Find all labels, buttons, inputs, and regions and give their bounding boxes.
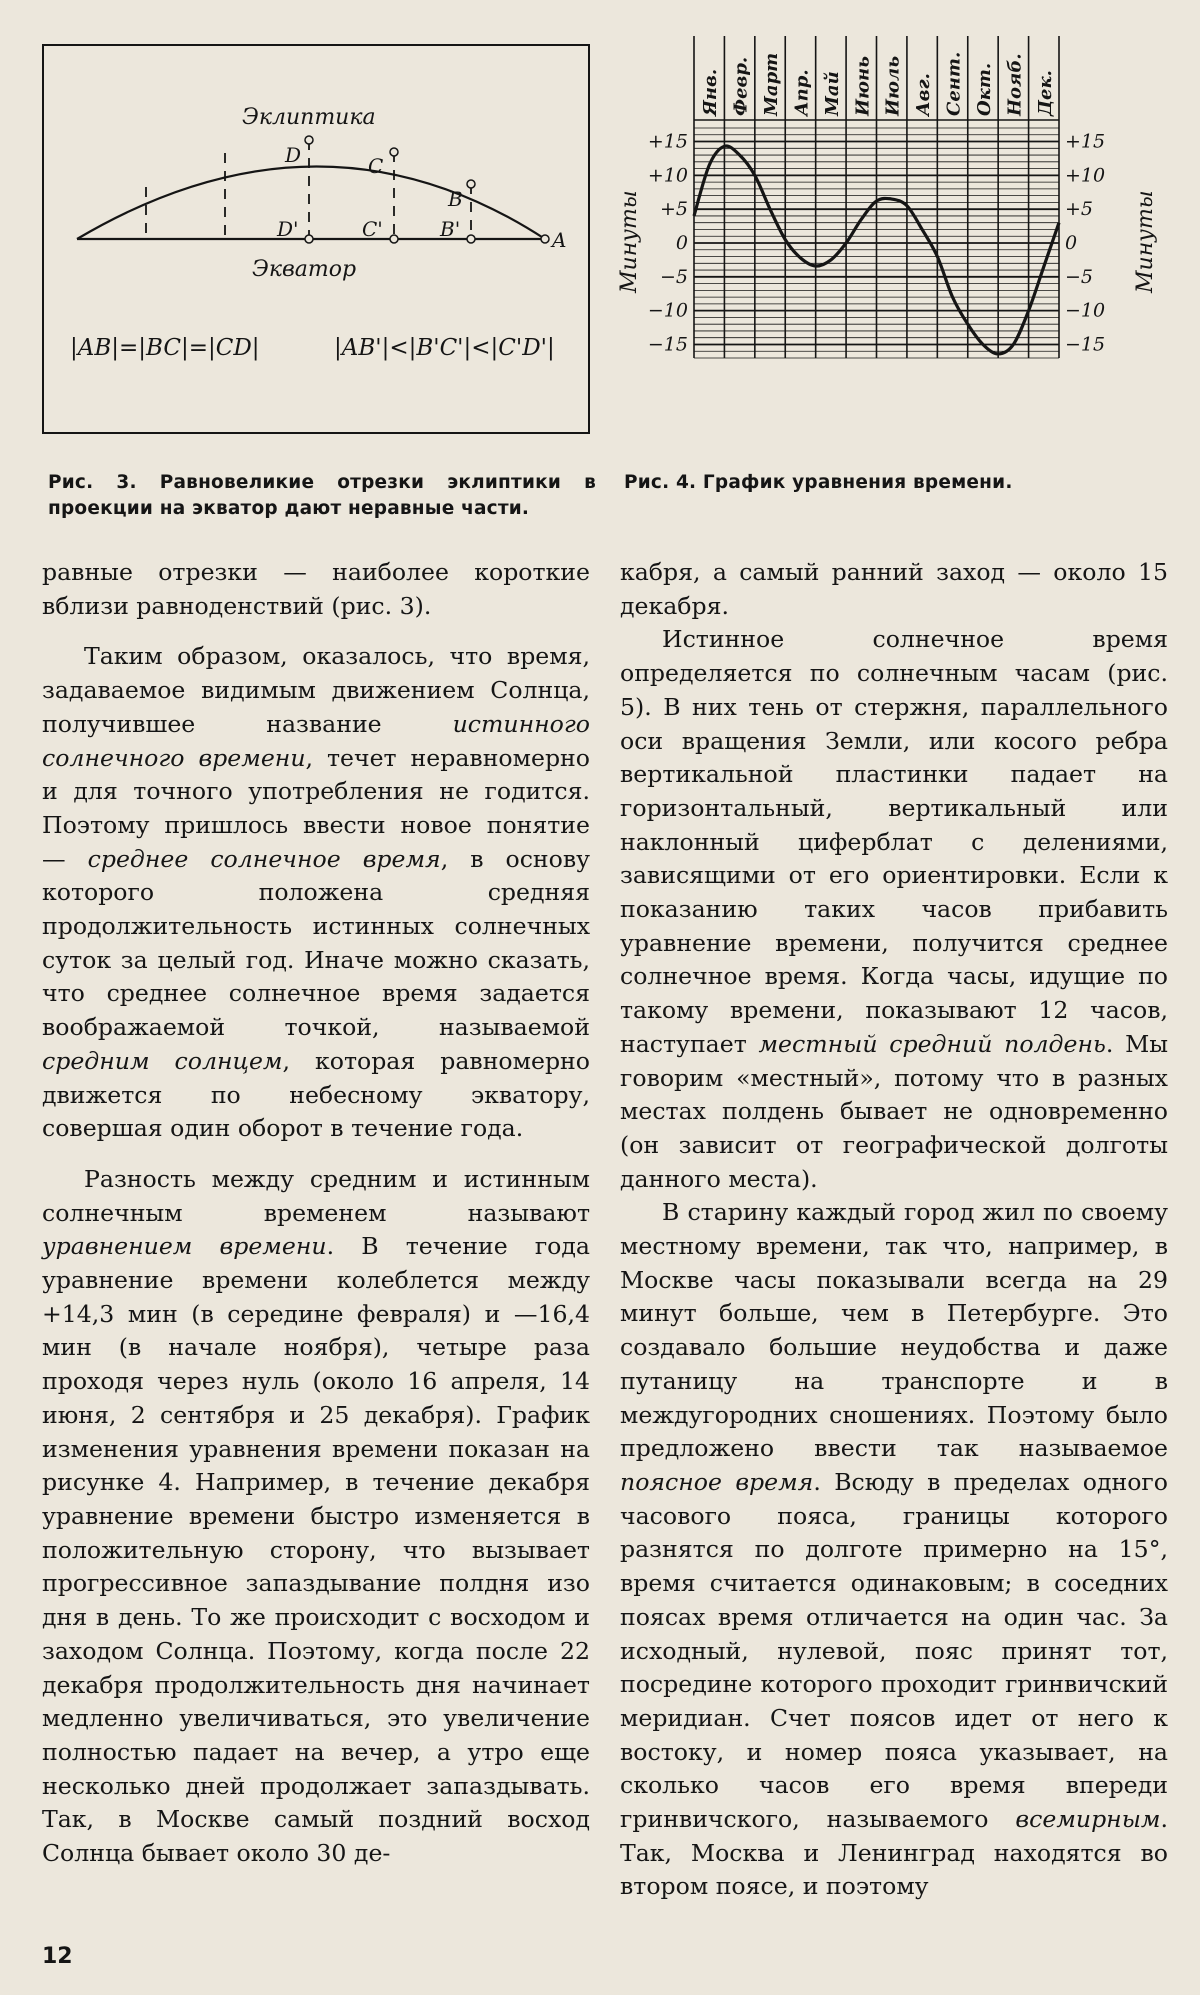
month-label: Дек. bbox=[1034, 70, 1056, 116]
y-tick-label-right: −15 bbox=[1065, 333, 1106, 356]
paragraph: равные отрезки — наиболее короткие вблизи равноденствий (рис. 3). bbox=[42, 558, 590, 620]
label-a: A bbox=[552, 228, 567, 252]
paragraph: Истинное солнечное время определяется по солнечным часам (рис. 5). В них тень от стержня, параллельного оси вращения Земли, или косого ребра вертикальной пластинки падает на горизонтальный, вертикальный или наклонный циферблат с делениями, зависящими от его ориентировки. Если к показанию таких часов прибавить уравнение времени, получится среднее солнечное время. Когда часы, идущие по такому времени, показывают 12 часов, наступает местный средний полдень. Мы говорим «местный», потому что в разных местах полдень бывает не одновременно (он зависит от географической долготы данного места). bbox=[620, 625, 1169, 1193]
month-label: Сент. bbox=[943, 51, 965, 116]
figure-3 bbox=[42, 44, 590, 434]
month-label: Март bbox=[761, 52, 783, 116]
label-d-prime: D' bbox=[277, 217, 299, 241]
point-d-prime bbox=[305, 235, 313, 243]
formula-unequal-projections: |AB'|<|B'C'|<|C'D'| bbox=[334, 335, 555, 361]
point-d bbox=[305, 136, 313, 144]
month-label: Май bbox=[821, 71, 843, 116]
y-tick-label-left: −5 bbox=[659, 265, 688, 288]
y-axis-label-right: Минуты bbox=[1133, 190, 1158, 293]
month-labels bbox=[700, 52, 1056, 118]
page-number: 12 bbox=[42, 1944, 73, 1969]
paragraph: Таким образом, оказалось, что время, задаваемое видимым движением Солнца, получившее название истинного солнечного времени, течет неравномерно и для точного употребления не годится. Поэтому пришлось ввести новое понятие — среднее солнечное время, в основу которого положена средняя продолжительность истинных солнечных суток за целый год. Иначе можно сказать, что среднее солнечное время задается воображаемой точкой, называемой средним солнцем, которая равномерно движется по небесному экватору, совершая один оборот в течение года. bbox=[42, 642, 591, 1143]
y-tick-label-left: 0 bbox=[675, 232, 688, 254]
italic-term: всемирным bbox=[1015, 1805, 1161, 1834]
point-b-prime bbox=[467, 235, 475, 243]
y-tick-label-left: +10 bbox=[647, 164, 688, 187]
paragraph: В старину каждый город жил по своему местному времени, так что, например, в Москве часы показывали всегда на 29 минут больше, чем в Петербурге. Это создавало большие неудобства и даже путаницу на транспорте и в междугородних сношениях. Поэтому было предложено ввести так называемое поясное время. Всюду в пределах одного часового пояса, границы которого разнятся по долготе примерно на 15°, время считается одинаковым; в соседних поясах время отличается на один час. За исходный, нулевой, пояс принят тот, посредине которого проходит гринвичский меридиан. Счет поясов идет от него к востоку, и номер пояса указывает, на сколько часов его время впереди гринвичского, называемого всемирным. Так, Москва и Ленинград находятся во втором поясе, и поэтому bbox=[620, 1198, 1168, 1901]
y-tick-label-right: 0 bbox=[1065, 232, 1078, 254]
italic-term: поясное время bbox=[620, 1467, 814, 1496]
italic-term: местный средний полдень bbox=[758, 1029, 1106, 1058]
month-label: Июнь bbox=[852, 55, 874, 116]
ecliptic-label: Эклиптика bbox=[242, 105, 376, 130]
point-b bbox=[467, 180, 475, 188]
y-tick-label-left: −15 bbox=[647, 333, 688, 356]
month-label: Окт. bbox=[973, 62, 995, 116]
italic-term: среднее солнечное время bbox=[87, 844, 441, 873]
point-c-prime bbox=[390, 235, 398, 243]
y-tick-label-left: +5 bbox=[659, 198, 688, 221]
y-tick-label-right: +15 bbox=[1065, 130, 1106, 153]
figure-4 bbox=[612, 36, 1160, 456]
label-d: D bbox=[285, 143, 302, 167]
month-label: Авг. bbox=[913, 73, 935, 116]
italic-term: средним солнцем bbox=[42, 1046, 283, 1075]
formula-equal-segments: |AB|=|BC|=|CD| bbox=[70, 335, 260, 361]
italic-term: истинного солнечного времени bbox=[42, 709, 590, 772]
y-tick-label-right: −10 bbox=[1065, 299, 1106, 322]
ecliptic-arc bbox=[77, 167, 545, 240]
y-tick-label-right: −5 bbox=[1065, 265, 1094, 288]
month-label: Нояб. bbox=[1004, 53, 1026, 116]
month-label: Февр. bbox=[730, 56, 752, 116]
y-tick-label-right: +5 bbox=[1065, 198, 1094, 221]
figure-3-diagram bbox=[42, 44, 590, 434]
equation-of-time-chart bbox=[612, 36, 1160, 456]
point-c bbox=[390, 148, 398, 156]
point-a bbox=[541, 235, 549, 243]
y-axis-label-left: Минуты bbox=[617, 190, 642, 293]
italic-term: уравнением времени bbox=[42, 1232, 327, 1261]
month-label: Июль bbox=[882, 55, 904, 116]
label-b-prime: B' bbox=[440, 217, 461, 241]
y-tick-label-right: +10 bbox=[1065, 164, 1106, 187]
y-tick-label-left: −10 bbox=[647, 299, 688, 322]
label-b: B bbox=[448, 187, 463, 211]
paragraph: кабря, а самый ранний заход — около 15 декабря. bbox=[620, 558, 1168, 620]
month-label: Янв. bbox=[700, 68, 722, 116]
equator-label: Экватор bbox=[252, 257, 357, 282]
label-c: C bbox=[368, 154, 384, 178]
figure-4-caption: Рис. 4. График уравнения времени. bbox=[624, 472, 1013, 493]
right-column bbox=[620, 556, 1168, 1904]
figure-3-caption: Рис. 3. Равновеликие отрезки эклиптики в проекции на экватор дают неравные части. bbox=[48, 472, 596, 519]
left-column bbox=[42, 556, 590, 1871]
month-label: Апр. bbox=[791, 69, 813, 116]
label-c-prime: C' bbox=[362, 217, 383, 241]
paragraph: Разность между средним и истинным солнечным временем называют уравнением времени. В течение года уравнение времени колеблется между +14,3 мин (в середине февраля) и —16,4 мин (в начале ноября), четыре раза проходя через нуль (около 16 апреля, 14 июня, 2 сентября и 25 декабря). График изменения уравнения времени показан на рисунке 4. Например, в течение декабря уравнение времени быстро изменяется в положительную сторону, что вызывает прогрессивное запаздывание полдня изо дня в день. То же происходит с восходом и заходом Солнца. Поэтому, когда после 22 декабря продолжительность дня начинает медленно увеличиваться, это увеличение полностью падает на вечер, а утро еще несколько дней продолжает запаздывать. Так, в Москве самый поздний восход Солнца бывает около 30 де- bbox=[42, 1164, 590, 1868]
y-tick-label-left: +15 bbox=[647, 130, 688, 153]
